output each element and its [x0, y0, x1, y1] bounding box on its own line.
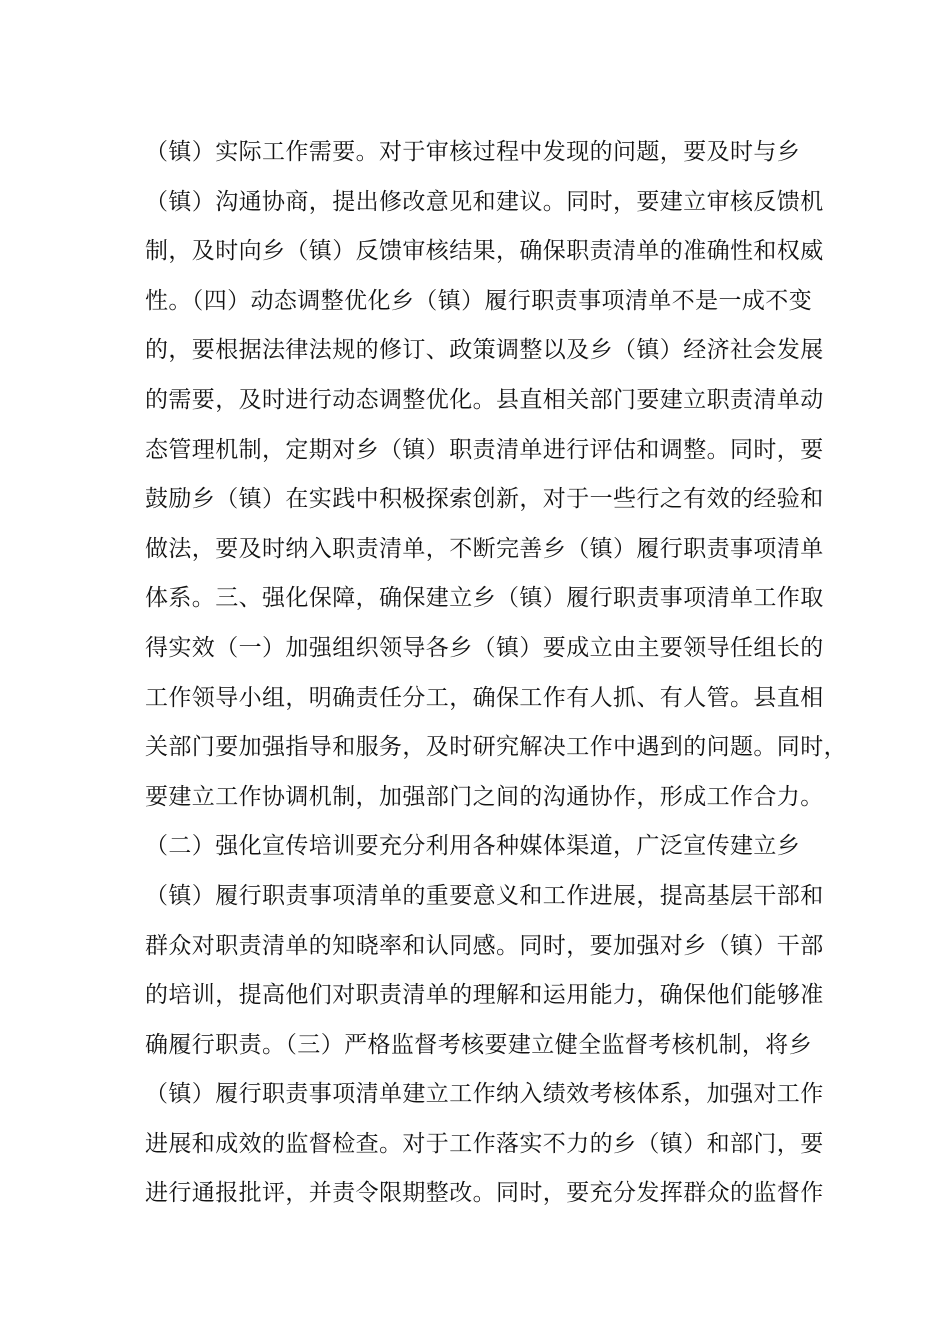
text-line: 群众对职责清单的知晓率和认同感。同时，要加强对乡（镇）干部 — [145, 932, 824, 959]
body-text — [145, 128, 845, 1219]
text-line: 的，要根据法律法规的修订、政策调整以及乡（镇）经济社会发展 — [145, 337, 824, 364]
text-line: 工作领导小组，明确责任分工，确保工作有人抓、有人管。县直相 — [145, 684, 824, 711]
text-line: （镇）履行职责事项清单的重要意义和工作进展，提高基层干部和 — [145, 882, 824, 909]
text-line: 关部门要加强指导和服务，及时研究解决工作中遇到的问题。同时， — [145, 734, 847, 761]
text-line: 得实效（一）加强组织领导各乡（镇）要成立由主要领导任组长的 — [145, 634, 824, 661]
text-line: 进展和成效的监督检查。对于工作落实不力的乡（镇）和部门，要 — [145, 1130, 824, 1157]
text-line: 态管理机制，定期对乡（镇）职责清单进行评估和调整。同时，要 — [145, 436, 824, 463]
text-line: 进行通报批评，并责令限期整改。同时，要充分发挥群众的监督作 — [145, 1180, 824, 1207]
text-line: 确履行职责。（三）严格监督考核要建立健全监督考核机制，将乡 — [145, 1031, 813, 1058]
text-line: 的培训，提高他们对职责清单的理解和运用能力，确保他们能够准 — [145, 982, 824, 1009]
text-line: 体系。三、强化保障，确保建立乡（镇）履行职责事项清单工作取 — [145, 585, 824, 612]
text-line: 要建立工作协调机制，加强部门之间的沟通协作，形成工作合力。 — [145, 783, 824, 810]
text-line: 做法，要及时纳入职责清单，不断完善乡（镇）履行职责事项清单 — [145, 535, 824, 562]
text-line: 性。（四）动态调整优化乡（镇）履行职责事项清单不是一成不变 — [145, 287, 813, 314]
text-line: （镇）履行职责事项清单建立工作纳入绩效考核体系，加强对工作 — [145, 1081, 824, 1108]
text-line: （镇）实际工作需要。对于审核过程中发现的问题，要及时与乡 — [145, 139, 801, 165]
text-line: （二）强化宣传培训要充分利用各种媒体渠道，广泛宣传建立乡 — [145, 833, 801, 860]
text-line: 的需要，及时进行动态调整优化。县直相关部门要建立职责清单动 — [145, 386, 824, 413]
text-line: 制，及时向乡（镇）反馈审核结果，确保职责清单的准确性和权威 — [145, 238, 824, 265]
text-line: 鼓励乡（镇）在实践中积极探索创新，对于一些行之有效的经验和 — [145, 486, 824, 513]
text-line: （镇）沟通协商，提出修改意见和建议。同时，要建立审核反馈机 — [145, 188, 824, 215]
